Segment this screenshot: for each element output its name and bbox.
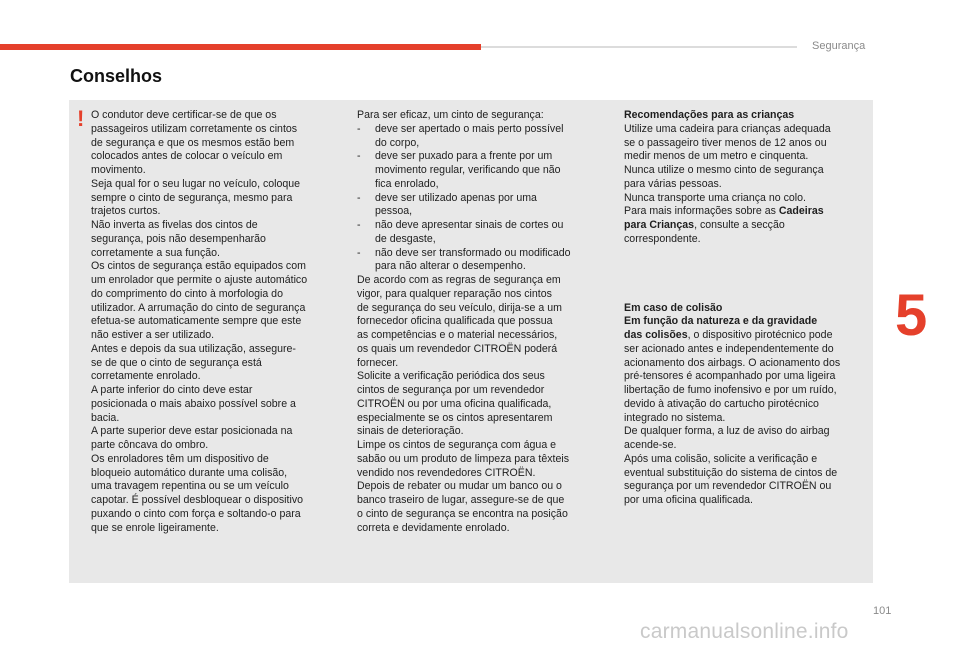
header-divider <box>481 46 797 48</box>
list-item: - não deve apresentar sinais de cortes ou de desgaste, <box>357 219 564 245</box>
belt-efficacy-intro: Para ser eficaz, um cinto de segurança: <box>357 109 544 121</box>
driver-advice-text: O condutor deve certificar-se de que os passageiros utilizam corretamente os cintos de segurança e que os mesmos estão bem colocados antes de colocar o veículo em movimento. Seja qual for o seu lugar no veículo, coloque sempre o cinto de segurança, mesmo para trajetos curtos. Não inverta as fivelas dos cintos de segurança, pois não desempenharão corretamente a sua função. Os cintos de segurança estão equipados com um enrolador que permite o ajuste automático do comprimento do cinto à morfologia do utilizador. A arrumação do cinto de segurança efetua-se automaticamente sempre que este não estiver a ser utilizado. Antes e depois da sua utilização, assegure- se de que o cinto de segurança está corretamente enrolado. A parte inferior do cinto deve estar posicionada o mais abaixo possível sobre a bacia. A parte superior deve estar posicionada na parte côncava do ombro. Os enroladores têm um dispositivo de bloqueio automático durante uma colisão, uma travagem repentina ou se um veículo capotar. É possível desbloquear o dispositivo puxando o cinto com força e soltando-o para que se enrole ligeiramente. <box>91 109 308 534</box>
collision-text: Em função da natureza e da gravidade das colisões, o dispositivo pirotécnico pode ser acionado antes e independentemente do acionamento dos airbags. O acionamento dos pré-tensores é acompanhado por uma ligeira libertação de fumo inofensivo e por um ruído, devido à ativação do cartucho pirotécnico integrado no sistema. De qualquer forma, a luz de aviso do airbag acende-se. Após uma colisão, solicite a verificação e eventual substituição do sistema de cintos de segurança por um revendedor CITROËN ou por uma oficina qualificada. <box>624 315 841 506</box>
collision-heading: Em caso de colisão <box>624 301 723 314</box>
children-text: Utilize uma cadeira para crianças adequada se o passageiro tiver menos de 12 anos ou medir menos de um metro e cinquenta. Nunca utilize o mesmo cinto de segurança para várias pessoas. Nunca transporte uma criança no colo. Para mais informações sobre as Cadeiras para Crianças, consulte a secção correspondente. <box>624 122 831 245</box>
column-children-collision <box>624 109 872 508</box>
section-name: Segurança <box>812 40 866 52</box>
list-item: - deve ser apertado o mais perto possível do corpo, <box>357 122 564 149</box>
list-item: - deve ser puxado para a frente por um movimento regular, verificando que não fica enrolado, <box>357 150 561 190</box>
page-number: 101 <box>873 605 892 617</box>
header-accent-bar <box>0 44 481 50</box>
page-title: Conselhos <box>70 66 163 86</box>
exclamation-mark-icon: ! <box>77 106 85 131</box>
list-item: - deve ser utilizado apenas por uma pessoa, <box>357 191 537 218</box>
column-belt-efficacy <box>357 109 605 535</box>
column-driver-advice <box>91 109 337 535</box>
watermark: carmanualsonline.info <box>640 620 849 643</box>
list-item: - não deve ser transformado ou modificado para não alterar o desempenho. <box>357 246 571 273</box>
belt-maintenance-text: De acordo com as regras de segurança em vigor, para qualquer reparação nos cintos de segurança do seu veículo, dirija-se a um fornecedor oficina qualificada que possua as competências e o material necessários, os quais um revendedor CITROËN poderá fornecer. Solicite a verificação periódica dos seus cintos de segurança por um revendedor CITROËN ou por uma oficina qualificada, especialmente se os cintos apresentarem sinais de deterioração. Limpe os cintos de segurança com água e sabão ou um produto de limpeza para têxteis vendido nos revendedores CITROËN. Depois de rebater ou mudar um banco ou o banco traseiro de lugar, assegure-se de que o cinto de segurança se encontra na posição correta e devidamente enrolado. <box>357 274 570 534</box>
children-heading: Recomendações para as crianças <box>624 109 795 121</box>
child-seats-reference: Cadeiras para Crianças <box>624 205 824 231</box>
chapter-number: 5 <box>895 283 928 348</box>
